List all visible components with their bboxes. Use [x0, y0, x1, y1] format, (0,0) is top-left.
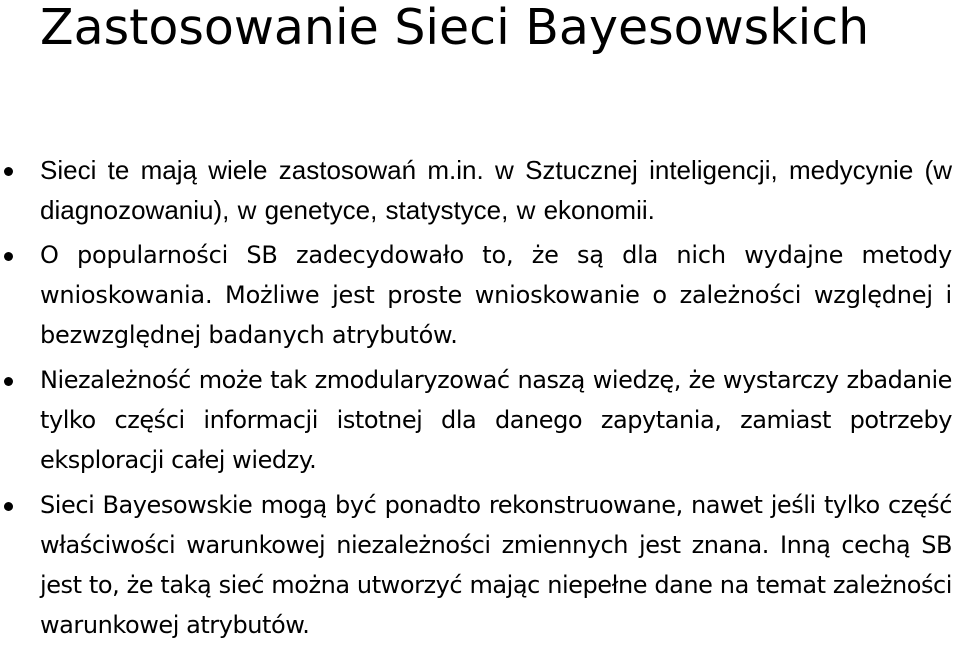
- slide-title: Zastosowanie Sieci Bayesowskich: [40, 0, 870, 56]
- bullet-list: [0, 150, 960, 645]
- bullet-item: [0, 485, 960, 645]
- bullet-item: [0, 360, 960, 480]
- bullet-dot-icon: [4, 252, 13, 261]
- bullet-item: [0, 235, 960, 355]
- bullet-text: O popularności SB zadecydowało to, że są dla nich wydajne metody wnioskowania. Możliwe jest proste wnioskowanie o zależności względnej i bezwzględnej badanych atrybutów.: [40, 241, 952, 349]
- bullet-text: Sieci te mają wiele zastosowań m.in. w Sztucznej inteligencji, medycynie (w diagnozowaniu), w genetyce, statystyce, w ekonomii.: [40, 155, 952, 225]
- bullet-dot-icon: [4, 167, 13, 176]
- bullet-text: Sieci Bayesowskie mogą być ponadto rekonstruowane, nawet jeśli tylko część właściwości warunkowej niezależności zmiennych jest znana. Inną cechą SB jest to, że taką sieć można utworzyć mając niepełne dane na temat zależności warunkowej atrybutów.: [40, 491, 952, 639]
- bullet-dot-icon: [4, 502, 13, 511]
- bullet-item: [0, 150, 960, 230]
- bullet-text: Niezależność może tak zmodularyzować naszą wiedzę, że wystarczy zbadanie tylko części informacji istotnej dla danego zapytania, zamiast potrzeby eksploracji całej wiedzy.: [40, 366, 952, 474]
- bullet-dot-icon: [4, 377, 13, 386]
